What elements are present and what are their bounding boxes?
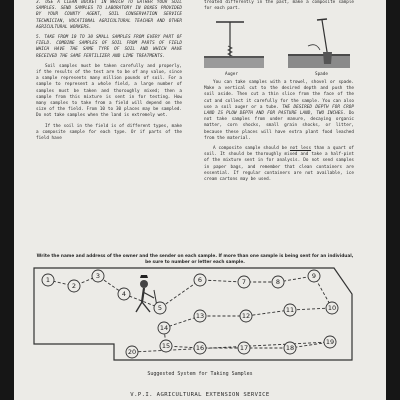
sample-point [238, 276, 250, 288]
sample-point [324, 336, 336, 348]
sample-point-number: 6 [197, 276, 203, 285]
spade-drawing [288, 19, 350, 68]
sample-point-number: 10 [327, 304, 337, 313]
sample-point-number: 5 [157, 304, 163, 313]
sample-point-number: 14 [159, 324, 169, 333]
composite-paragraph: A composite sample should be not less than a quart of soil. It should be thoroughly mixed and take a half-pint of the mixture sent in for analysis. Do not send samples in paper bags, and remember that clean containers are essential. If regular containers are not available, ice cream cartons may be used. [204, 146, 355, 183]
sample-point [308, 270, 320, 282]
sample-point [284, 342, 296, 354]
sample-point [284, 304, 296, 316]
diagram-caption: Suggested System for Taking Samples [147, 371, 253, 377]
sample-point [68, 280, 80, 292]
soil-types-paragraph: If the soil in the field is of different types, make a composite sample for each type. Or if parts of the field have [36, 123, 182, 142]
sample-point-number: 15 [161, 342, 171, 351]
field-boundary [34, 268, 352, 360]
sample-point-number: 16 [195, 344, 205, 353]
sample-point-number: 1 [45, 276, 51, 285]
step-3-text: 3. USE A CLEAN BUCKET IN WHICH TO GATHER YOUR SOIL SAMPLES. SEND SAMPLES TO LABORATORY IN BOXES PROVIDED BY YOUR COUNTY AGENT, SOIL CONSERVATION SERVICE TECHNICIAN, VOCATIONAL AGRICULTURAL TEACHER AND OTHER AGRICULTURAL WORKERS. [36, 0, 182, 30]
sample-point [92, 270, 104, 282]
sample-point-number: 9 [311, 272, 317, 281]
sample-point-number: 11 [285, 306, 295, 315]
sample-point-number: 3 [95, 272, 101, 281]
auger-label: Auger [225, 72, 238, 77]
spade-label: Spade [315, 72, 328, 77]
sample-point [194, 274, 206, 286]
sample-point [126, 346, 138, 358]
sample-point-number: 18 [285, 344, 295, 353]
footer-title: V.P.I. AGRICULTURAL EXTENSION SERVICE [130, 392, 270, 398]
tools-paragraph: You can take samples with a trowel, shovel or spade. Make a vertical cut to the desired depth and push the soil aside. Then cut a thin slice from the face of the cut and collect it carefully for the sample. You can also use a soil auger or a tube. THE DESIRED DEPTH FOR CROP LAND IS PLOW DEPTH AND FOR PASTURE LAND, TWO INCHES. Do not take samples from under manure, decaying organic matter, corn shocks, small grain shocks, or litter, because these places will have extra plant food leached from the material. [204, 80, 355, 141]
sample-point [194, 310, 206, 322]
sample-point [154, 302, 166, 314]
right-column [204, 0, 354, 16]
sample-point-number: 2 [71, 282, 77, 291]
sample-point-number: 8 [275, 278, 281, 287]
sampling-paragraph: Soil samples must be taken carefully and properly, if the results of the test are to be of any value, since a sample represents many million pounds of soil. For a sample to represent a whole field, a large number of samples must be taken and thoroughly mixed; then a sample from this mixture is sent in for testing. How many samples to take from a field will depend on the size of the field. From 10 to 30 places may be sampled. Do not take samples when the land is extremely wet. [36, 63, 182, 119]
sample-point [240, 310, 252, 322]
sample-point-number: 7 [241, 278, 247, 287]
sample-point [160, 340, 172, 352]
step-5-text: 5. TAKE FROM 10 TO 30 SMALL SAMPLES FROM EVERY PART OF FIELD. COMBINE SAMPLES OF SOIL FROM PARTS OF FIELD WHICH HAVE THE SAME TYPE OF SOIL AND WHICH HAVE RECEIVED THE SAME FERTILIZER AND LIME TREATMENTS. [36, 35, 182, 59]
sample-point-number: 13 [195, 312, 205, 321]
sample-point-number: 20 [127, 348, 137, 357]
sample-point-number: 17 [239, 344, 249, 353]
left-column [36, 0, 182, 146]
sample-point [42, 274, 54, 286]
document-page [14, 0, 386, 400]
sample-point-number: 4 [121, 290, 127, 299]
sample-point-number: 12 [241, 312, 251, 321]
sample-point [326, 302, 338, 314]
right-intro-text: treated differently in the past, make a composite sample for each part. [204, 0, 354, 12]
sample-point-number: 19 [325, 338, 335, 347]
right-column-lower [204, 80, 354, 187]
labeling-instructions: Write the name and address of the owner and the sender on each sample. If more than one sample is being sent for an individual, be sure to number or letter each sample. [36, 254, 354, 265]
field-sampling-diagram [14, 264, 386, 368]
sample-point [194, 342, 206, 354]
sample-point [272, 276, 284, 288]
sample-point [238, 342, 250, 354]
tools-illustration [204, 16, 354, 74]
sample-point [158, 322, 170, 334]
sample-point [118, 288, 130, 300]
auger-drawing [204, 22, 264, 68]
